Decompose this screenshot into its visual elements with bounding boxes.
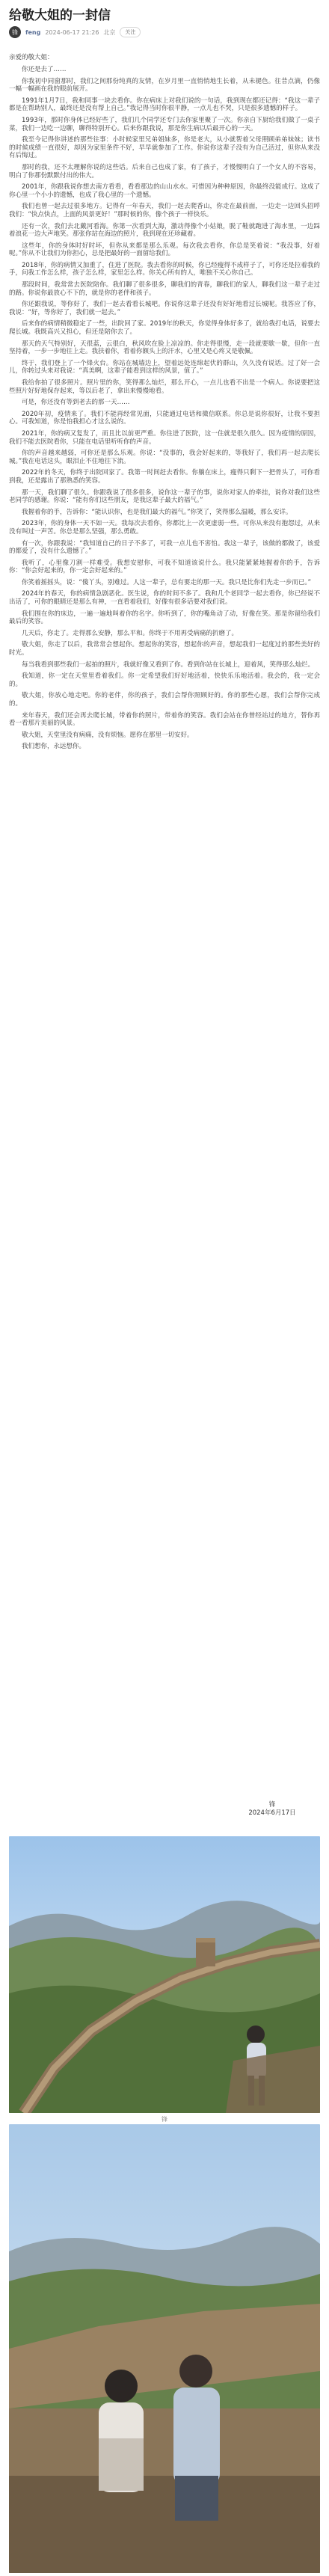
letter-paragraph: 我给你拍了很多照片。照片里的你，笑得那么灿烂，那么开心，一点儿也看不出是一个病人。你说要把这些照片好好地保存起来，等以后老了，拿出来慢慢地看。 — [9, 379, 320, 395]
closing-date: 2024年6月17日 — [248, 1809, 296, 1817]
letter-paragraph: 还有一次，我们去北戴河看海。你第一次看到大海，激动得像个小姑娘，脱了鞋就跑进了海水里，一边踩着浪花一边大声地笑。那张你站在海边的照片，我到现在还珍藏着。 — [9, 222, 320, 239]
letter-paragraph: 你还跟我说，等你好了，我们一起去看看长城吧。你说你这辈子还没有好好地看过长城呢。我答应了你，我说：“好，等你好了，我们就一起去。” — [9, 301, 320, 316]
closing-name: 锋 — [268, 1801, 276, 1809]
letter-paragraph: 我们想你，永远想你。 — [22, 743, 86, 751]
great-wall-photo-illustration — [9, 1836, 320, 2113]
photo-two-friends[interactable] — [9, 2124, 320, 2573]
person-left — [99, 2370, 144, 2492]
letter-paragraph: 敬大姐，你放心地走吧。你的老伴，你的孩子，我们会帮你照顾好的。你的那些心愿，我们会帮你完成的。 — [9, 692, 320, 708]
letter-closing — [227, 1801, 317, 1818]
letter-paragraph: 我握着你的手，告诉你：“能认识你，也是我们最大的福气。”你笑了，笑得那么温暖，那么安详。 — [22, 508, 292, 516]
letter-paragraph: 2020年初，疫情来了。我们不能再经常见面，只能通过电话和微信联系。你总是说你很好，让我不要担心。可我知道，你是怕我担心才这么说的。 — [9, 410, 320, 426]
letter-paragraph: 我们也曾一起去过很多地方。记得有一年春天，我们一起去爬香山，你走在最前面，一边走一边回头招呼我们：“快点快点，上面的风景更好！”那时候的你，像个孩子一样快乐。 — [9, 203, 320, 218]
publish-location: 北京 — [103, 28, 116, 36]
letter-paragraph: 2023年，你的身体一天不如一天。我每次去看你，你都比上一次更虚弱一些。可你从来没有抱怨过，从来没有叫过一声苦。你总是那么坚强，那么勇敢。 — [9, 520, 320, 536]
letter-body — [9, 66, 320, 755]
letter-paragraph: 我至今记得你讲述的那些往事：小时候家里兄弟姐妹多，你是老大，从小就帮着父母照顾弟弟妹妹；读书的时候成绩一直很好，却因为家里条件不好，早早就参加了工作。你说你这辈子没有为自己活过，但你从来没有后悔过。 — [9, 136, 320, 160]
letter-greeting: 亲爱的敬大姐： — [9, 54, 54, 61]
letter-paragraph: 那时的我，还不太理解你说的这些话。后来自己也成了家，有了孩子，才慢慢明白了一个女人的不容易，明白了你那份默默付出的伟大。 — [9, 163, 320, 180]
letter-paragraph: 我听了，心里像刀割一样难受。我想安慰你，可我不知道该说什么。我只能紧紧地握着你的手，告诉你：“你会好起来的，你一定会好起来的。” — [9, 559, 320, 575]
author-meta — [9, 25, 141, 39]
letter-paragraph: 我知道，你一定在天堂里看着我们。你一定希望我们好好地活着，快快乐乐地活着。我会的，我一定会的。 — [9, 672, 320, 688]
friends-photo-illustration — [9, 2124, 320, 2573]
letter-paragraph: 你还是去了…… — [22, 66, 67, 73]
letter-paragraph: 每当我看到那些我们一起拍的照片，我就好像又看到了你。看到你站在长城上，迎着风，笑得那么灿烂。 — [22, 660, 315, 669]
letter-paragraph: 2022年的冬天，你终于出院回家了。我第一时间赶去看你。你躺在床上，瘦得只剩下一把骨头了，可你看到我，还是露出了那熟悉的笑容。 — [9, 469, 320, 485]
letter-paragraph: 敬大姐，天堂里没有病痛，没有烦恼。愿你在那里一切安好。 — [22, 731, 194, 739]
letter-paragraph: 你的声音越来越弱，可你还是那么乐观。你说：“没事的，我会好起来的，等我好了，我们再一起去爬长城。”我在电话这头，眼泪止不住地往下流。 — [9, 450, 320, 465]
letter-paragraph: 来年春天，我们还会再去爬长城，带着你的照片，带着你的笑容。我们会站在你曾经站过的地方，替你再看一看那片美丽的风景。 — [9, 711, 320, 728]
letter-paragraph: 有一次，你跟我说：“我知道自己的日子不多了，可我一点儿也不害怕。我这一辈子，该做的都做了，该爱的都爱了，没有什么遗憾了。” — [9, 539, 320, 556]
letter-paragraph: 2001年，你跟我说你想去南方看看，看看那边的山山水水。可惜因为种种原因，你最终没能成行。这成了你心里一个小小的遗憾，也成了我心里的一个遗憾。 — [9, 183, 320, 199]
article-title: 给敬大姐的一封信 — [9, 8, 111, 23]
letter-paragraph: 几天后，你走了。走得那么安静，那么平和。你终于不用再受病痛的折磨了。 — [22, 629, 239, 637]
publish-date: 2024-06-17 21:26 — [45, 28, 99, 36]
letter-paragraph: 那一天，我们聊了很久。你跟我说了很多很多，说你这一辈子的事，说你对家人的牵挂，说你对我们这些老同学的感谢。你说：“能有你们这些朋友，是我这辈子最大的福气。” — [9, 488, 320, 505]
letter-paragraph: 1993年，那时你身体已经好些了，我们几个同学还专门去你家里聚了一次。你亲自下厨给我们做了一桌子菜，我们一边吃一边聊，聊得特别开心。后来你跟我说，那是你生病以后最开心的一天。 — [9, 116, 320, 132]
letter-paragraph: 2024年的春天，你的病情急剧恶化。医生说，你的时间不多了。我和几个老同学一起去看你，你已经说不出话了，可你的眼睛还是那么有神，一直看着我们，好像有很多话要对我们说。 — [9, 590, 320, 607]
letter-paragraph: 2018年，你的病情又加重了，住进了医院。我去看你的时候，你已经瘦得不成样子了，可你还是拉着我的手，问我工作怎么样，孩子怎么样，家里怎么样。你关心所有的人，唯独不关心你自己。 — [9, 261, 320, 277]
letter-paragraph: 敬大姐，你走了以后，我常常会想起你。想起你的笑容，想起你的声音，想起我们一起度过的那些美好的时光。 — [9, 641, 320, 657]
letter-paragraph: 我们围在你的床边，一遍一遍地叫着你的名字。你听到了，你的嘴角动了动，好像在笑。那是你留给我们最后的笑容。 — [9, 610, 320, 626]
letter-paragraph: 那天的天气特别好，天很蓝，云很白，秋风吹在脸上凉凉的。你走得很慢，走一段就要歇一歇，但你一直坚持着，一步一步地往上走。我扶着你，看着你额头上的汗水，心里又是心疼又是敬佩。 — [9, 340, 320, 356]
letter-paragraph: 这些年，你的身体时好时坏，但你从来都是那么乐观。每次我去看你，你总是笑着说：“我没事，好着呢。”你从不让我们为你担心，总是把最好的一面留给我们。 — [9, 242, 320, 258]
letter-paragraph: 终于，我们登上了一个烽火台。你站在城墙边上，望着远处连绵起伏的群山，久久没有说话。过了好一会儿，你转过头来对我说：“真美啊，这辈子能看到这样的风景，值了。” — [9, 359, 320, 375]
photo-caption: 锋 — [162, 2116, 167, 2123]
author-name[interactable]: feng — [25, 28, 41, 36]
follow-button[interactable]: 关注 — [120, 27, 141, 37]
letter-paragraph: 1991年1月7日，我和同事一块去看你。你在病床上对我们说的一句话，我到现在都还记得：“我这一辈子都是在帮助别人，最终还是没有帮上自己。”我记得当时你很平静，一点儿也不哭，只是很多遗憾的样子。 — [9, 96, 320, 113]
photo-great-wall[interactable] — [9, 1836, 320, 2113]
letter-paragraph: 后来你的病情稍微稳定了一些，出院回了家。2019年的秋天，你觉得身体好多了，就给我打电话，说要去爬长城。我既高兴又担心，但还是陪你去了。 — [9, 320, 320, 337]
letter-paragraph: 2021年，你的病又复发了，而且比以前更严重。你住进了医院，这一住就是很久很久。因为疫情的原因，我们不能去医院看你，只能在电话里听听你的声音。 — [9, 429, 320, 446]
letter-paragraph: 可是，你还没有等到老去的那一天…… — [22, 399, 130, 407]
letter-paragraph: 你笑着摇摇头，说：“傻丫头，别难过。人这一辈子，总有要走的那一天。我只是比你们先走一步而已。” — [22, 578, 312, 586]
letter-paragraph: 你我初中同窗那时，我们之间那份纯真的友情，在岁月里一直悄悄地生长着，从未褪色。往昔点滴，仍像一幅一幅画在我的眼前展开。 — [9, 77, 320, 93]
letter-paragraph: 那段时间，我常常去医院陪你。我们聊了很多很多，聊我们的青春，聊我们的家人，聊我们这一辈子走过的路。你说你最放心不下的，就是你的老伴和孩子。 — [9, 281, 320, 297]
author-avatar[interactable]: 锋 — [9, 26, 21, 38]
